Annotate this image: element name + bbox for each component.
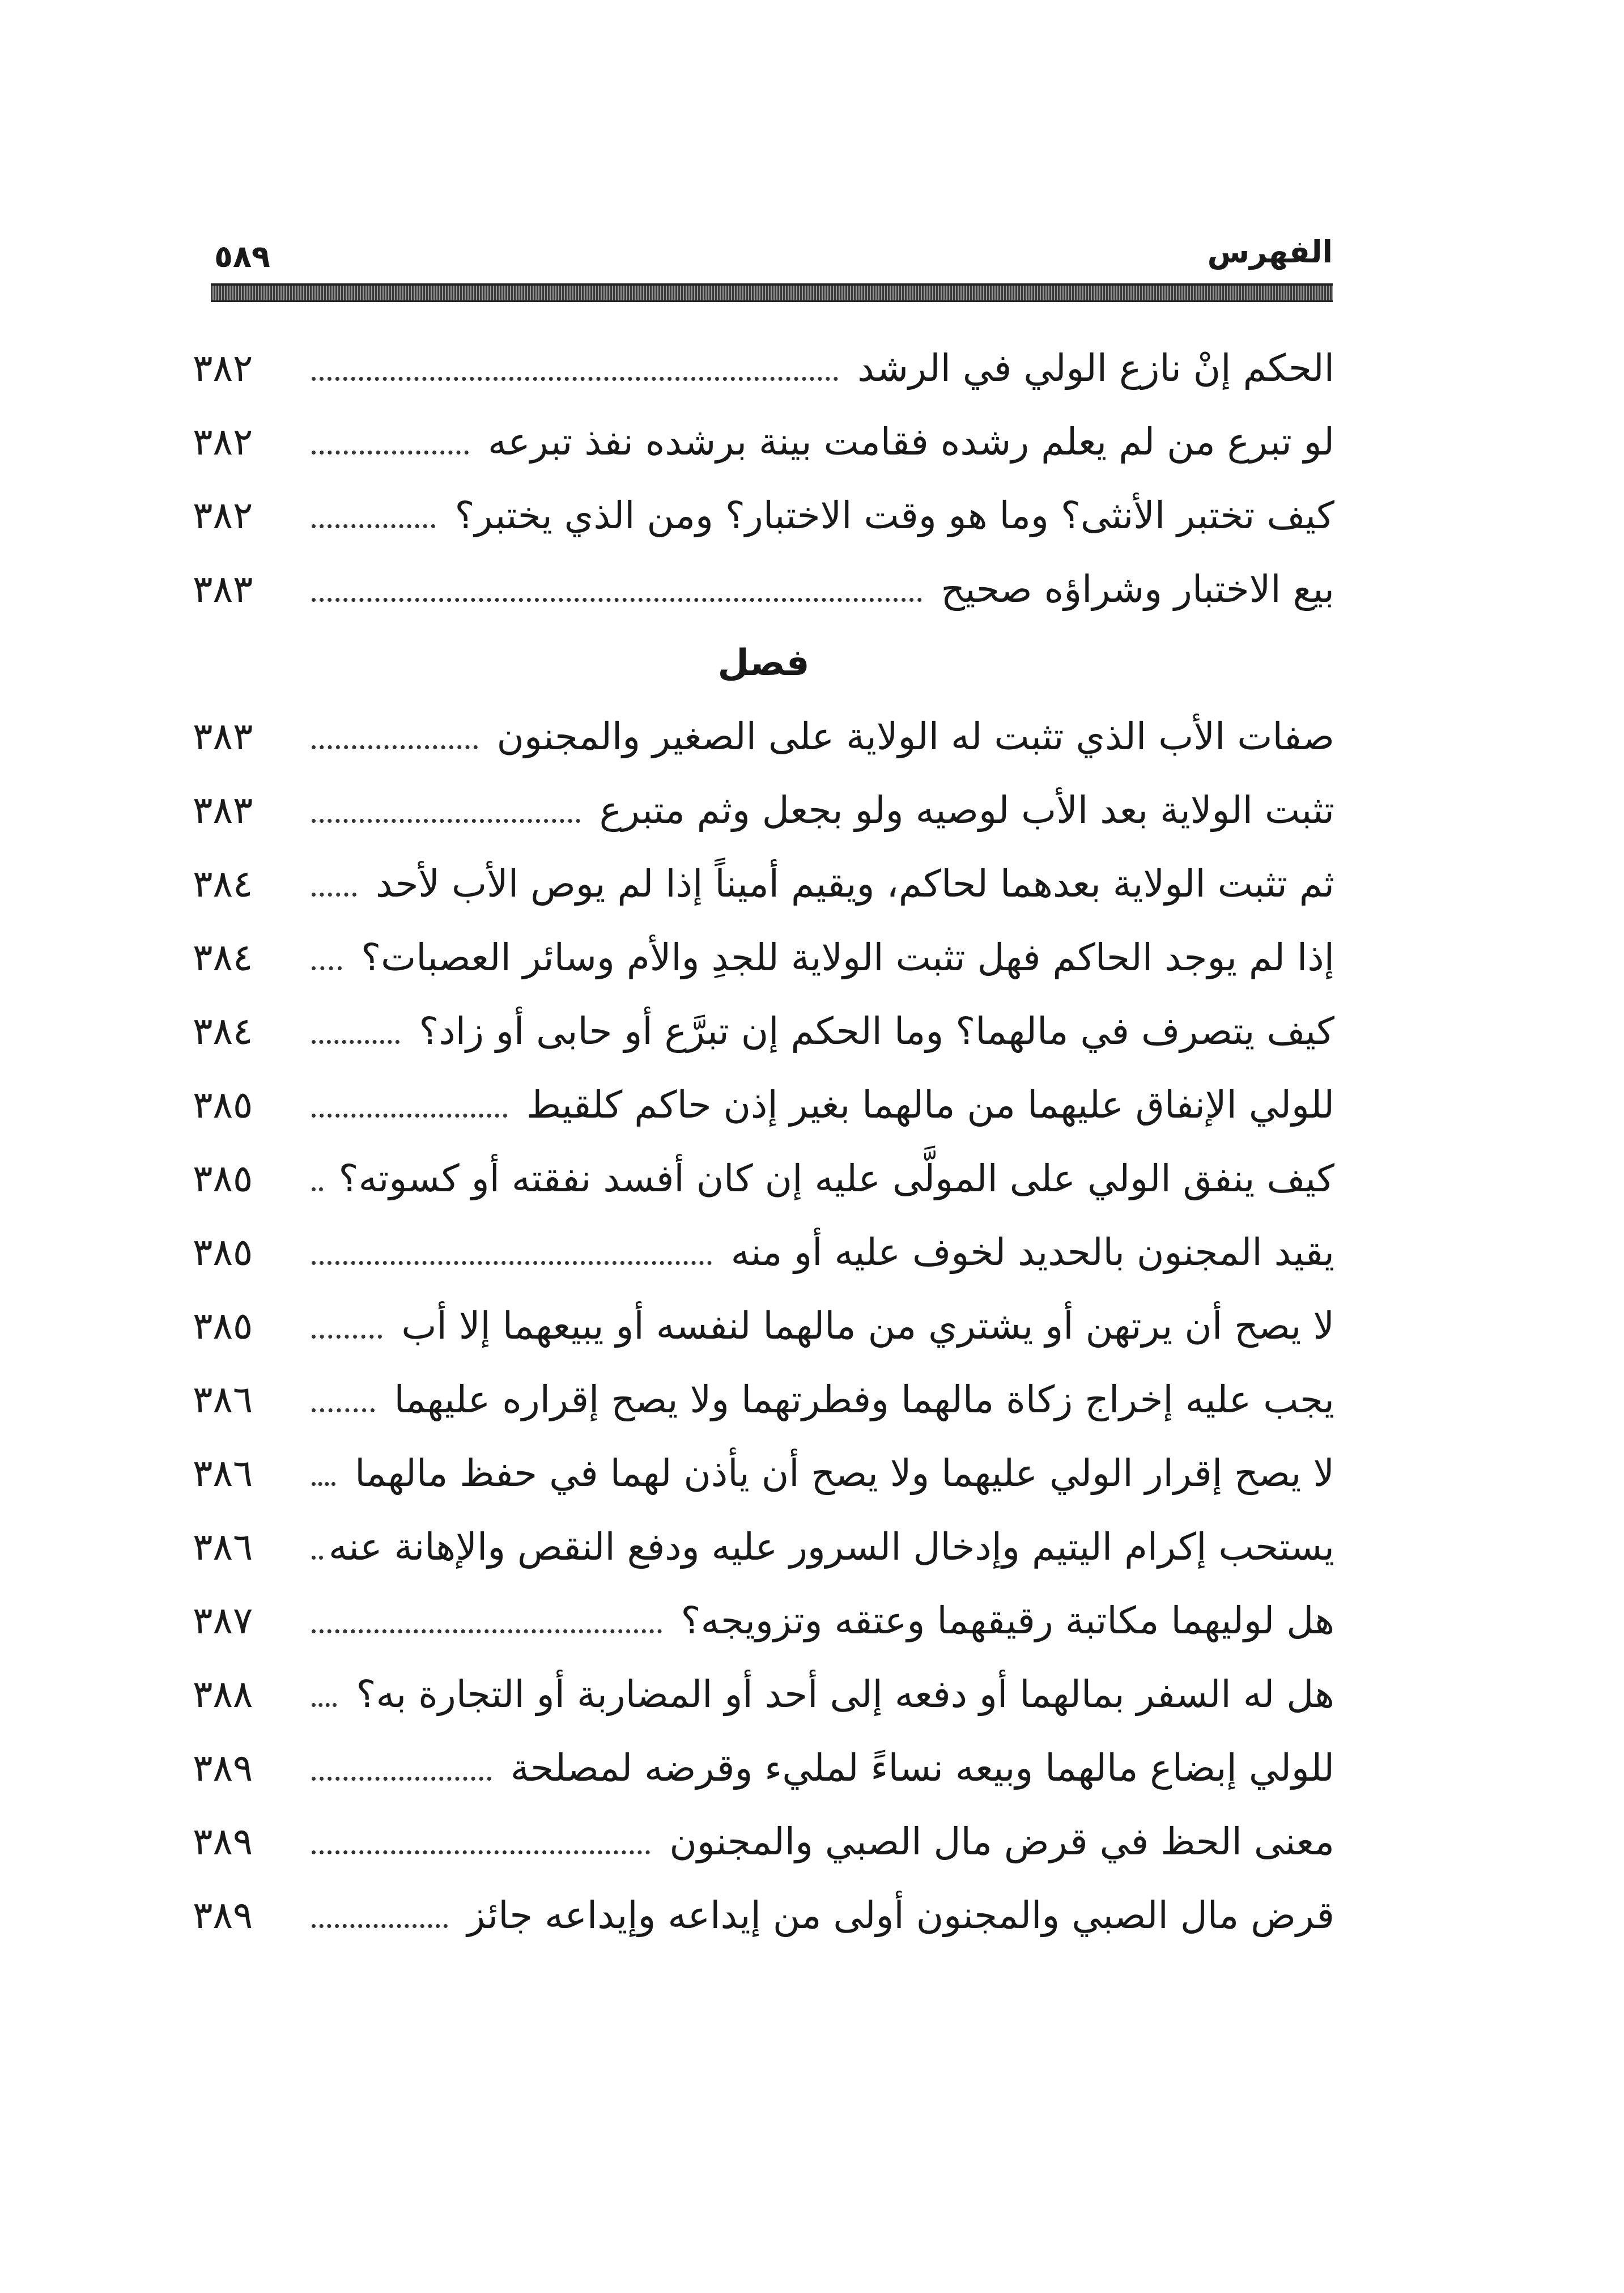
entry-text: ثم تثبت الولاية بعدهما لحاكم، ويقيم أميناً إذا لم يوص الأب لأحد [375, 862, 1334, 906]
index-entry [193, 1363, 1334, 1437]
entry-page: ٣٨٧ [193, 1599, 253, 1642]
entry-text: بيع الاختبار وشراؤه صحيح [941, 567, 1334, 611]
dot-leader [306, 995, 405, 1068]
entry-text: معنى الحظ في قرض مال الصبي والمجنون [669, 1820, 1334, 1863]
entry-text: إذا لم يوجد الحاكم فهل تثبت الولاية للجدِ والأم وسائر العصبات؟ [361, 936, 1334, 979]
dot-leader [306, 1363, 380, 1437]
index-entry [193, 774, 1334, 847]
dot-leader [306, 1658, 342, 1731]
index-entry [193, 553, 1334, 626]
index-entry [193, 700, 1334, 774]
entry-page: ٣٨٢ [193, 420, 253, 464]
entry-page: ٣٨٢ [193, 494, 253, 537]
index-entry [193, 995, 1334, 1068]
index-entry [193, 1068, 1334, 1142]
running-header [211, 232, 1333, 283]
dot-leader [306, 1289, 388, 1363]
index-entry [193, 1142, 1334, 1216]
entry-text: يستحب إكرام اليتيم وإدخال السرور عليه ودفع النقص والإهانة عنه [329, 1525, 1334, 1569]
header-page-number: ٥٨٩ [214, 239, 270, 274]
entry-text: كيف ينفق الولي على المولَّى عليه إن كان أفسد نفقته أو كسوته؟ [338, 1157, 1334, 1200]
dot-leader [306, 1879, 453, 1952]
dot-leader [306, 921, 347, 995]
dot-leader [306, 405, 474, 479]
dot-leader [306, 553, 928, 626]
entry-text: كيف يتصرف في مالهما؟ وما الحكم إن تبرَّع أو حابى أو زاد؟ [419, 1009, 1334, 1053]
index-entries [193, 332, 1334, 1952]
entry-text: لو تبرع من لم يعلم رشده فقامت بينة برشده نفذ تبرعه [487, 420, 1334, 464]
dot-leader [306, 332, 844, 405]
dot-leader [306, 1731, 497, 1805]
index-entry [193, 1289, 1334, 1363]
dot-leader [306, 1437, 341, 1510]
dot-leader [306, 700, 483, 774]
entry-page: ٣٨٤ [193, 1009, 253, 1053]
dot-leader [306, 1216, 717, 1289]
dot-leader [306, 1510, 329, 1584]
dot-leader [306, 1584, 668, 1658]
index-entry [193, 1584, 1334, 1658]
entry-page: ٣٨٥ [193, 1304, 253, 1348]
entry-page: ٣٨٦ [193, 1451, 253, 1495]
index-entry [193, 332, 1334, 405]
index-entry [193, 1658, 1334, 1731]
entry-page: ٣٨٦ [193, 1525, 253, 1569]
entry-page: ٣٨٢ [193, 346, 253, 390]
entry-page: ٣٨٣ [193, 715, 253, 758]
section-heading: فصل [717, 642, 810, 684]
entry-text: هل له السفر بمالهما أو دفعه إلى أحد أو المضاربة أو التجارة به؟ [356, 1672, 1334, 1716]
entry-text: قرض مال الصبي والمجنون أولى من إيداعه وإيداعه جائز [467, 1893, 1334, 1937]
entry-text: يقيد المجنون بالحديد لخوف عليه أو منه [730, 1230, 1334, 1274]
entry-page: ٣٨٩ [193, 1893, 253, 1937]
index-entry [193, 479, 1334, 553]
header-title: الفهرس [1207, 234, 1333, 270]
index-entry [193, 1879, 1334, 1952]
entry-page: ٣٨٩ [193, 1746, 253, 1790]
index-entry [193, 1805, 1334, 1879]
dot-leader [306, 1068, 513, 1142]
dot-leader [306, 479, 441, 553]
entry-text: يجب عليه إخراج زكاة مالهما وفطرتهما ولا يصح إقراره عليهما [394, 1378, 1334, 1421]
entry-text: كيف تختبر الأنثى؟ وما هو وقت الاختبار؟ ومن الذي يختبر؟ [454, 494, 1334, 537]
entry-text: تثبت الولاية بعد الأب لوصيه ولو بجعل وثم متبرع [599, 788, 1334, 832]
index-entry [193, 847, 1334, 921]
entry-page: ٣٨٨ [193, 1672, 253, 1716]
index-entry [193, 1437, 1334, 1510]
entry-text: الحكم إنْ نازع الولي في الرشد [857, 346, 1334, 390]
entry-page: ٣٨٦ [193, 1378, 253, 1421]
entry-text: لا يصح إقرار الولي عليهما ولا يصح أن يأذن لهما في حفظ مالهما [355, 1451, 1334, 1495]
entry-page: ٣٨٣ [193, 567, 253, 611]
entry-page: ٣٨٤ [193, 936, 253, 979]
index-entry [193, 1510, 1334, 1584]
index-entry [193, 1216, 1334, 1289]
index-entry [193, 405, 1334, 479]
entry-page: ٣٨٥ [193, 1083, 253, 1127]
dot-leader [306, 847, 362, 921]
entry-text: لا يصح أن يرتهن أو يشتري من مالهما لنفسه أو يبيعهما إلا أب [401, 1304, 1334, 1348]
index-entry [193, 921, 1334, 995]
entry-text: للولي الإنفاق عليهما من مالهما بغير إذن حاكم كلقيط [526, 1083, 1334, 1127]
index-entry [193, 1731, 1334, 1805]
entry-page: ٣٨٥ [193, 1157, 253, 1200]
dot-leader [306, 774, 586, 847]
entry-page: ٣٨٥ [193, 1230, 253, 1274]
dot-leader [306, 1805, 656, 1879]
entry-page: ٣٨٤ [193, 862, 253, 906]
header-rule [211, 283, 1333, 302]
dot-leader [306, 1142, 329, 1216]
entry-text: للولي إبضاع مالهما وبيعه نساءً لمليء وقرضه لمصلحة [510, 1746, 1334, 1790]
entry-page: ٣٨٣ [193, 788, 253, 832]
entry-text: هل لوليهما مكاتبة رقيقهما وعتقه وتزويجه؟ [681, 1599, 1334, 1642]
entry-text: صفات الأب الذي تثبت له الولاية على الصغير والمجنون [496, 715, 1334, 758]
entry-page: ٣٨٩ [193, 1820, 253, 1863]
